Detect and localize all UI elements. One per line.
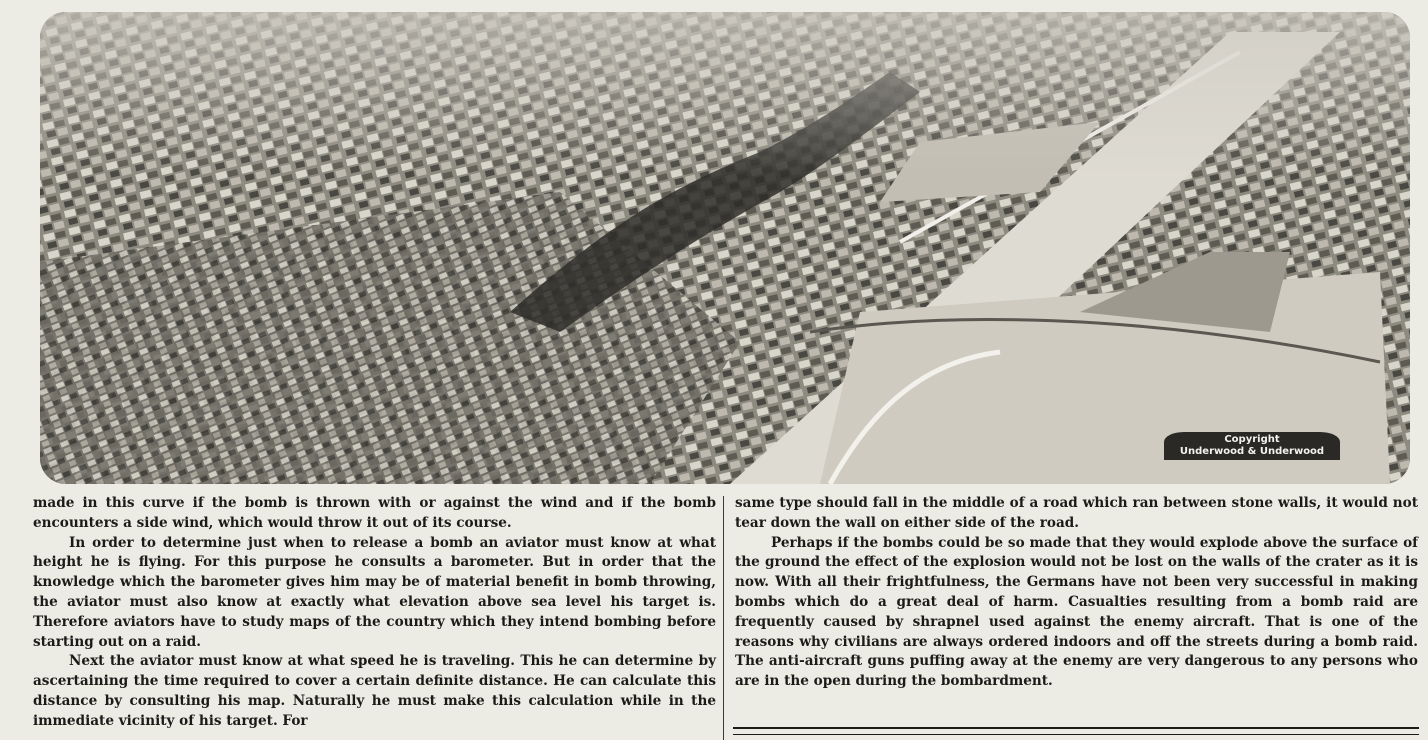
credit-line-agency: Underwood & Underwood [1179, 446, 1325, 457]
aerial-photo-illustration [40, 12, 1410, 484]
article-left-column [33, 494, 716, 732]
article-end-rule [733, 727, 1419, 735]
credit-line-copyright: Copyright [1224, 434, 1280, 445]
atmospheric-haze [40, 12, 1410, 484]
article-right-column [735, 494, 1418, 692]
paragraph: Perhaps if the bombs could be so made that they would explode above the surface of the ground the effect of the explosion would not be lost on the walls of the crater as it is now. With all their frightfulness, the Germans have not been very successful in making bombs which do a great deal of harm. Casualties resulting from a bomb raid are frequently caused by shrapnel used against the enemy aircraft. That is one of the reasons why civilians are always ordered indoors and off the streets during a bomb raid. The anti-aircraft guns puffing away at the enemy are very dangerous to any persons who are in the open during the bombardment. [735, 534, 1418, 690]
paragraph: In order to determine just when to release a bomb an aviator must know at what height he is flying. For this purpose he consults a barometer. But in order that the knowledge which the barometer gives him may be of material benefit in bomb throwing, the aviator must also know at exactly what elevation above sea level his target is. Therefore aviators have to study maps of the country which they intend bombing before starting out on a raid. [33, 534, 716, 650]
paragraph: Next the aviator must know at what speed he is traveling. This he can determine by ascertaining the time required to cover a certain definite distance. He can calculate this distance by consulting his map. Naturally he must make this calculation while in the immediate vicinity of his target. For [33, 653, 716, 729]
photo-credit [1164, 432, 1340, 460]
column-divider [723, 496, 724, 740]
aerial-city-photo [40, 12, 1410, 484]
paragraph: made in this curve if the bomb is thrown with or against the wind and if the bomb encounters a side wind, which would throw it out of its course. [33, 495, 716, 531]
paragraph: same type should fall in the middle of a road which ran between stone walls, it would not tear down the wall on either side of the road. [735, 495, 1418, 531]
